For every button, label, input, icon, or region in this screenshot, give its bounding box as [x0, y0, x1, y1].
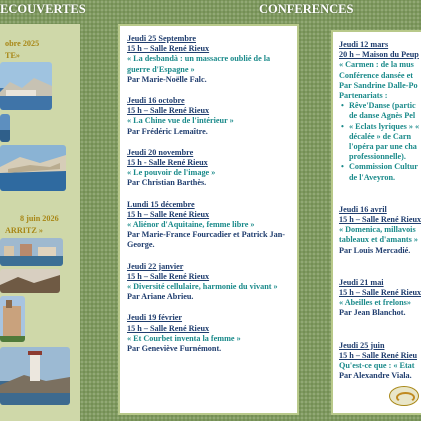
event-speaker: Par Geneviève Furnémont. — [127, 344, 222, 354]
event-place: 15 h – Salle René Rieu — [339, 350, 418, 360]
event-title: « La desbandà : un massacre oublié de la guerre d'Espagne » — [127, 54, 271, 74]
event-speaker: Par Frédéric Lemaître. — [127, 126, 208, 136]
event-item — [127, 96, 291, 137]
photo-lighthouse — [0, 347, 70, 405]
event-place: 15 h – Salle René Rieux — [127, 271, 210, 281]
photo-rocky-shore — [0, 269, 60, 293]
event-date: Jeudi 12 mars — [339, 40, 389, 49]
left-title-1: TE» — [5, 51, 21, 60]
event-title: « Diversité cellulaire, harmonie du vivant » — [127, 282, 278, 292]
event-title: « Abeilles et frelons» — [339, 298, 411, 308]
left-date-october: obre 2025 — [5, 39, 40, 48]
event-speaker: Par Louis Mercadié. — [339, 245, 411, 255]
left-title-2: ARRITZ » — [5, 226, 43, 235]
event-date: Jeudi 22 janvier — [127, 261, 184, 271]
event-place: 15 h – Salle René Rieux — [339, 288, 421, 298]
event-date: Jeudi 16 octobre — [127, 96, 185, 106]
event-place: 15 h – Salle René Rieux — [127, 44, 210, 54]
left-section-title: ECOUVERTES — [0, 2, 86, 16]
event-speaker: Par Sandrine Dalle-Po Partenariats : — [339, 80, 418, 101]
event-place: 15 h - Salle René Rieux — [127, 158, 208, 168]
event-date: Jeudi 25 Septembre — [127, 34, 196, 43]
event-place: 20 h – Maison du Peup — [339, 50, 419, 60]
event-title: « La Chine vue de l'intérieur » — [127, 116, 234, 126]
photo-seaside-town — [0, 238, 63, 266]
event-speaker: Par Marie-France Fourcadier et Patrick Jan-George. — [127, 230, 286, 250]
event-place: 15 h – Salle René Rieux — [127, 323, 210, 333]
event-place: 15 h – Salle René Rieux — [127, 209, 210, 219]
event-date: Jeudi 16 avril — [339, 204, 387, 214]
event-item — [127, 200, 291, 251]
event-title: « Le pouvoir de l'image » — [127, 168, 216, 178]
event-speaker: Par Christian Barthès. — [127, 178, 207, 188]
event-date: Jeudi 20 novembre — [127, 147, 194, 157]
photo-cliff — [0, 114, 10, 142]
event-place: 15 h – Salle René Rieux — [339, 215, 421, 225]
event-title: « Et Courbet inventa la femme » — [127, 333, 241, 343]
event-speaker: Par Ariane Abrieu. — [127, 292, 194, 302]
conferences-panel-right — [331, 30, 421, 415]
event-date: Jeudi 19 février — [127, 313, 183, 323]
event-item — [127, 262, 291, 303]
event-item — [339, 205, 421, 256]
event-title: « Aliénor d'Aquitaine, femme libre » — [127, 220, 255, 230]
event-speaker: Par Alexandre Viala. — [339, 371, 412, 381]
event-item — [127, 148, 291, 189]
partner-bullet: • Rêve'Danse (partic de danse Agnès Pel — [339, 101, 421, 121]
event-speaker: Par Jean Blanchot. — [339, 308, 406, 318]
event-title: « Carmen : de la mus Conférence dansée et — [339, 60, 414, 80]
event-item — [339, 278, 421, 319]
partner-bullet: • « Eclats lyriques » « décalée » de Carn l'opéra par une cha professionnelle). — [339, 122, 421, 163]
event-date: Lundi 15 décembre — [127, 199, 195, 209]
event-date: Jeudi 25 juin — [339, 340, 385, 350]
event-speaker: Par Marie-Noëlle Falc. — [127, 74, 207, 84]
conferences-panel-center — [118, 24, 299, 415]
event-item — [127, 34, 291, 85]
photo-villa — [0, 296, 25, 342]
event-item — [339, 40, 421, 183]
event-item — [127, 313, 291, 354]
association-logo-icon — [389, 386, 419, 406]
partner-bullet: • Commission Cultur de l'Aveyron. — [339, 162, 421, 182]
photo-aerial-city — [0, 145, 66, 191]
left-date-june: 8 juin 2026 — [20, 214, 59, 223]
event-title: Qu'est-ce que : « Etat — [339, 361, 415, 371]
event-item — [339, 341, 421, 382]
event-place: 15 h – Salle René Rieux — [127, 106, 210, 116]
event-title: « Domenica, millavois tableaux et d'amants » — [339, 225, 418, 245]
photo-coastal-city — [0, 62, 52, 110]
conferences-title: CONFERENCES — [259, 2, 354, 16]
event-date: Jeudi 21 mai — [339, 277, 384, 287]
